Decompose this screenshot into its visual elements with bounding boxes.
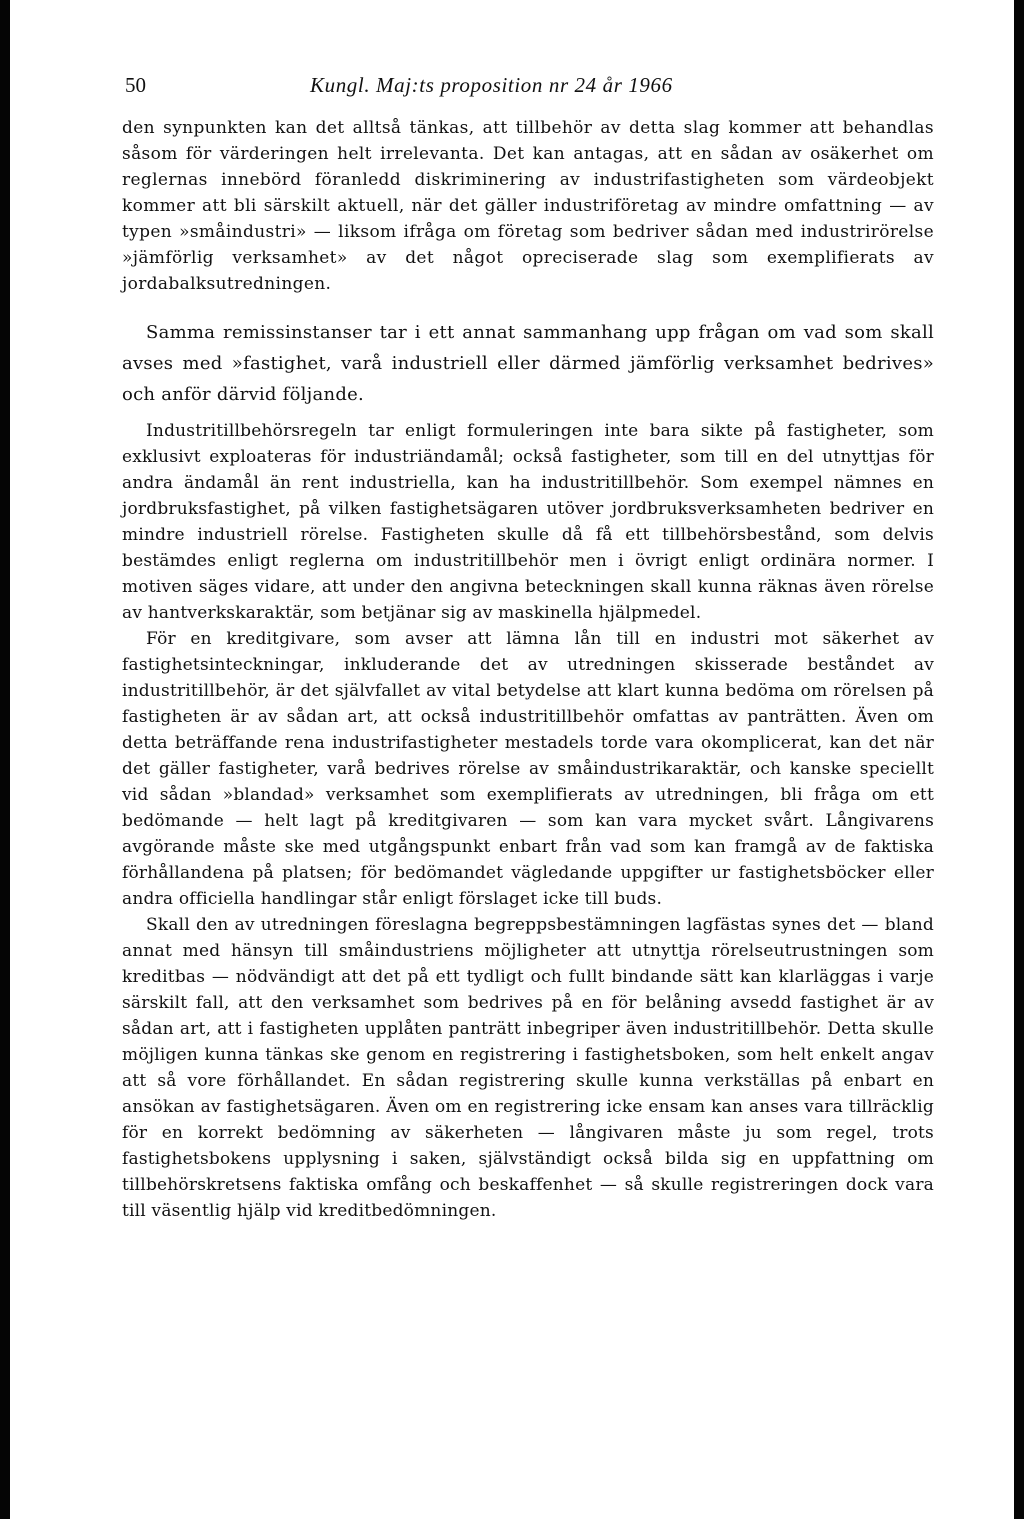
quoted-paragraph-3: Skall den av utredningen föreslagna begreppsbestämningen lagfästas synes det — bland annat med hänsyn till småindustriens möjligheter att utnyttja rörelseutrustningen som kreditbas — nödvändigt att det på ett tydligt och fullt bindande sätt kan klarläggas i varje särskilt fall, att den verksamhet som bedrives på en för belåning avsedd fastighet är av sådan art, att i fastigheten upplåten panträtt inbegriper även industritillbehör. Detta skulle möjligen kunna tänkas ske genom en registrering i fastighetsboken, som helt enkelt angav att så vore förhållandet. En sådan registrering skulle kunna verkställas på enbart en ansökan av fastighetsägaren. Även om en registrering icke ensam kan anses vara tillräcklig för en korrekt bedömning av säkerheten — långivaren måste ju som regel, trots fastighetsbokens upplysning i saken, självständigt också bilda sig en uppfattning om tillbehörskretsens faktiska omfång och beskaffenhet — så skulle registreringen dock vara till väsentlig hjälp vid kreditbedömningen.	[122, 915, 934, 1221]
intro-paragraph: den synpunkten kan det alltså tänkas, att tillbehör av detta slag kommer att behandlas såsom för värderingen helt irrelevanta. Det kan antagas, att en sådan av osäkerhet om reglernas innebörd föranledd diskriminering av industrifastigheten som värdeobjekt kommer att bli särskilt aktuell, när det gäller industriföretag av mindre omfattning — av typen »småindustri» — liksom ifråga om företag som bedriver sådan med industrirörelse »jämförlig verksamhet» av det något opreciserade slag som exemplifierats av jordabalksutredningen.	[122, 118, 934, 294]
page-number: 50	[125, 73, 146, 97]
quoted-paragraph-1: Industritillbehörsregeln tar enligt formuleringen inte bara sikte på fastigheter, som exklusivt exploateras för industriändamål; också fastigheter, som till en del utnyttjas för andra ändamål än rent industriella, kan ha industritillbehör. Som exempel nämnes en jordbruksfastighet, på vilken fastighetsägaren utöver jordbruksverksamheten bedriver en mindre industriell rörelse. Fastigheten skulle då få ett tillbehörsbestånd, som delvis bestämdes enligt reglerna om industritillbehör men i övrigt enligt ordinära normer. I motiven säges vidare, att under den angivna beteckningen skall kunna räknas även rörelse av hantverkskaraktär, som betjänar sig av maskinella hjälpmedel.	[122, 421, 934, 623]
body-text	[122, 115, 934, 1224]
scan-left-border	[0, 0, 10, 1519]
summary-paragraph: Samma remissinstanser tar i ett annat sammanhang upp frågan om vad som skall avses med »fastighet, varå industriell eller därmed jämförlig verksamhet bedrives» och anför därvid följande.	[122, 322, 934, 405]
document-title: Kungl. Maj:ts proposition nr 24 år 1966	[310, 73, 673, 97]
scan-right-border	[1014, 0, 1024, 1519]
quoted-paragraph-2: För en kreditgivare, som avser att lämna lån till en industri mot säkerhet av fastighetsinteckningar, inkluderande det av utredningen skisserade beståndet av industritillbehör, är det självfallet av vital betydelse att klart kunna bedöma om rörelsen på fastigheten är av sådan art, att också industritillbehör omfattas av panträtten. Även om detta beträffande rena industrifastigheter mestadels torde vara okomplicerat, kan det när det gäller fastigheter, varå bedrives rörelse av småindustrikaraktär, och kanske speciellt vid sådan »blandad» verksamhet som exemplifierats av utredningen, bli fråga om ett bedömande — helt lagt på kreditgivaren — som kan vara mycket svårt. Långivarens avgörande måste ske med utgångspunkt enbart från vad som kan framgå av de faktiska förhållandena på platsen; för bedömandet vägledande uppgifter ur fastighetsböcker eller andra officiella handlingar står enligt förslaget icke till buds.	[122, 629, 934, 909]
running-header	[125, 70, 935, 100]
